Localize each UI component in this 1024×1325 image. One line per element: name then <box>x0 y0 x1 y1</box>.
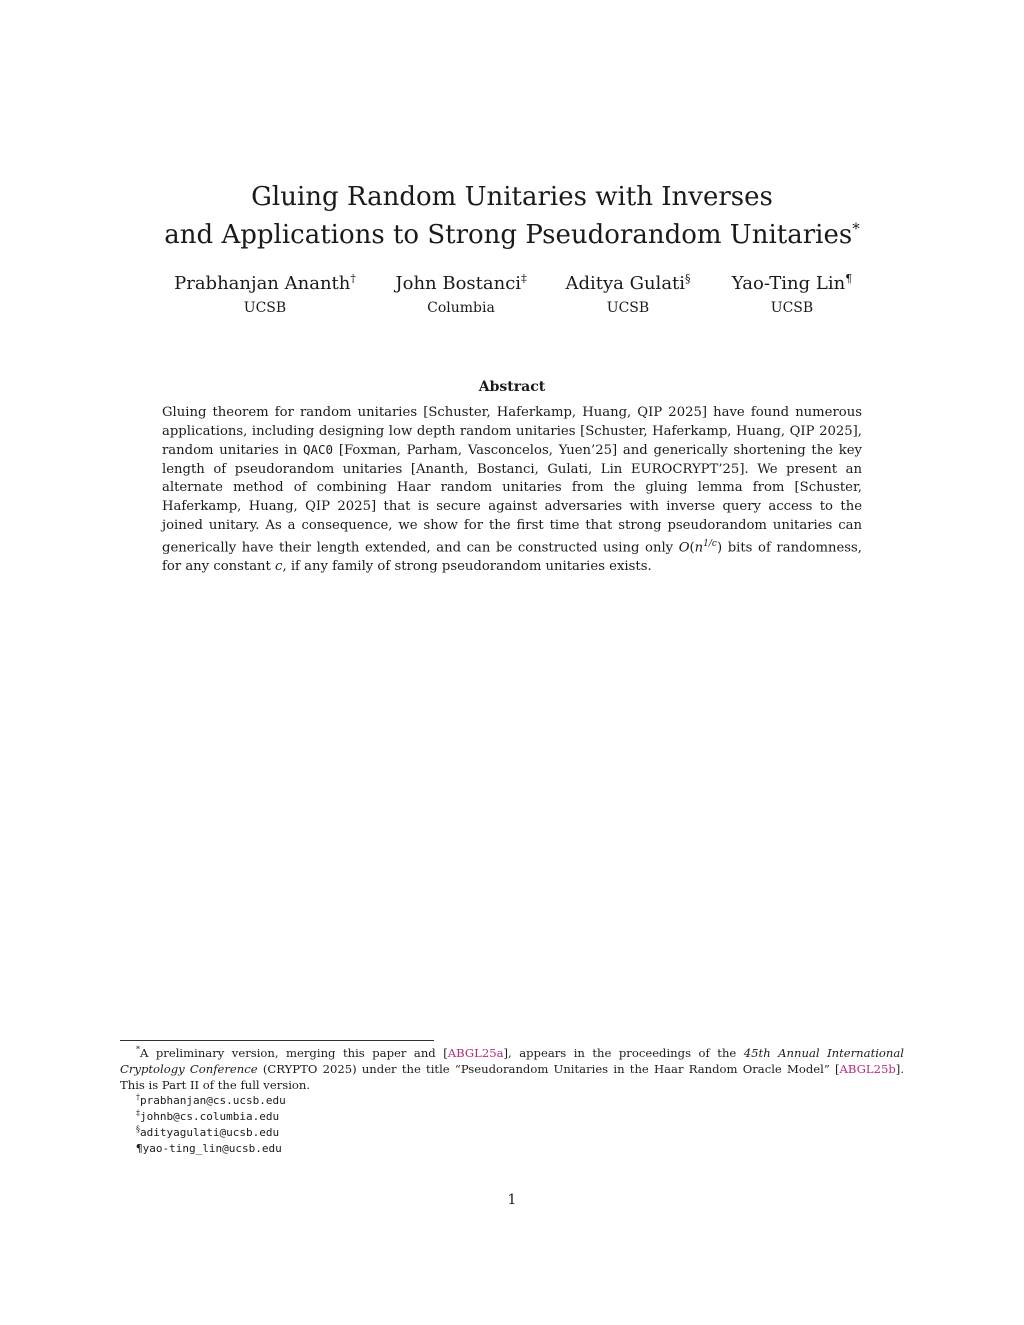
conference-name: 45th Annual International Cryptology Conference <box>120 1046 904 1076</box>
email-address: johnb@cs.columbia.edu <box>140 1110 280 1123</box>
citation-link-abgl25a[interactable]: ABGL25a <box>447 1046 504 1060</box>
author-name-text: Prabhanjan Ananth <box>174 273 351 294</box>
abstract-text: Gluing theorem for random unitaries [Schuster, Haferkamp, Huang, QIP 2025] have found numerous applications, including designing low depth random unitaries [Schuster, Haferkamp, Huang, QIP 2025], random unitaries in <box>162 405 862 459</box>
footnote-text: (CRYPTO 2025) under the title “Pseudorandom Unitaries in the Haar Random Oracle Model” [ <box>257 1062 840 1076</box>
math-paren: ( <box>689 540 695 556</box>
abstract-heading: Abstract <box>478 379 546 395</box>
footnote-text: A preliminary version, merging this paper and [ <box>140 1046 448 1060</box>
email-address: yao-ting_lin@ucsb.edu <box>142 1142 282 1155</box>
footnote-email <box>120 1093 904 1109</box>
author-name-text: Yao-Ting Lin <box>731 273 846 294</box>
math-paren: ) <box>716 540 723 556</box>
email-address: adityagulati@ucsb.edu <box>140 1126 280 1139</box>
footnote-email <box>120 1125 904 1141</box>
author-footnote-mark: ‡ <box>521 272 527 285</box>
email-address: prabhanjan@cs.ucsb.edu <box>140 1094 286 1107</box>
title-line-2-text: and Applications to Strong Pseudorandom Unitaries <box>164 220 853 250</box>
abstract-text: [Foxman, Parham, Vasconcelos, Yuen’25] and generically shortening the key length of pseudorandom unitaries [Ananth, Bostanci, Gulati, Lin EUROCRYPT’25]. We present an alternate method of combining Haar random unitaries from the gluing lemma from [Schuster, Haferkamp, Huang, QIP 2025] that is secure against adversaries with inverse query access to the joined unitary. As a consequence, we show for the first time that strong pseudorandom unitaries can generically have their length extended, and can be constructed using only <box>162 443 863 556</box>
title-footnote-mark: * <box>852 219 860 238</box>
footnote-mark: ¶ <box>136 1142 143 1155</box>
author-block <box>155 272 375 320</box>
author-footnote-mark: ¶ <box>845 272 853 285</box>
math-big-o: O <box>678 540 690 556</box>
footnote-text: ]. This is Part II of the full version. <box>120 1062 905 1092</box>
footnote-text: ], appears in the proceedings of the <box>503 1046 744 1060</box>
footnote-preliminary-version <box>120 1045 904 1093</box>
abstract-text: bits of randomness, for any constant <box>162 540 862 575</box>
author-name <box>155 272 375 296</box>
author-name <box>682 272 902 296</box>
author-affiliation: UCSB <box>243 300 287 316</box>
author-affiliation: Columbia <box>427 300 495 316</box>
math-n: n <box>694 540 704 556</box>
abstract-body <box>162 404 862 577</box>
arxiv-identifier-stamp <box>8 380 78 946</box>
title-line-1: Gluing Random Unitaries with Inverses <box>251 182 773 212</box>
author-affiliation: UCSB <box>606 300 650 316</box>
citation-link-abgl25b[interactable]: ABGL25b <box>839 1062 896 1076</box>
title-line-2 <box>100 216 924 254</box>
author-block <box>682 272 902 320</box>
author-affiliation: UCSB <box>770 300 814 316</box>
footnote-divider <box>120 1040 434 1041</box>
footnote-mark: ‡ <box>136 1108 140 1118</box>
page-number: 1 <box>507 1192 517 1208</box>
math-exponent: 1/c <box>703 539 717 550</box>
author-name-text: John Bostanci <box>395 273 522 294</box>
qac0-term: QAC0 <box>302 442 334 458</box>
footnote-mark: † <box>136 1092 140 1102</box>
math-c: c <box>275 559 283 575</box>
footnote-email <box>120 1109 904 1125</box>
footnote-mark: * <box>136 1045 140 1055</box>
author-footnote-mark: † <box>350 272 356 285</box>
paper-title <box>100 178 924 254</box>
footnote-mark: § <box>136 1124 140 1134</box>
footnote-email <box>120 1141 904 1157</box>
author-name-text: Aditya Gulati <box>565 273 686 294</box>
author-footnote-mark: § <box>685 272 691 285</box>
abstract-text: , if any family of strong pseudorandom unitaries exists. <box>282 559 652 575</box>
footnotes <box>120 1045 904 1157</box>
